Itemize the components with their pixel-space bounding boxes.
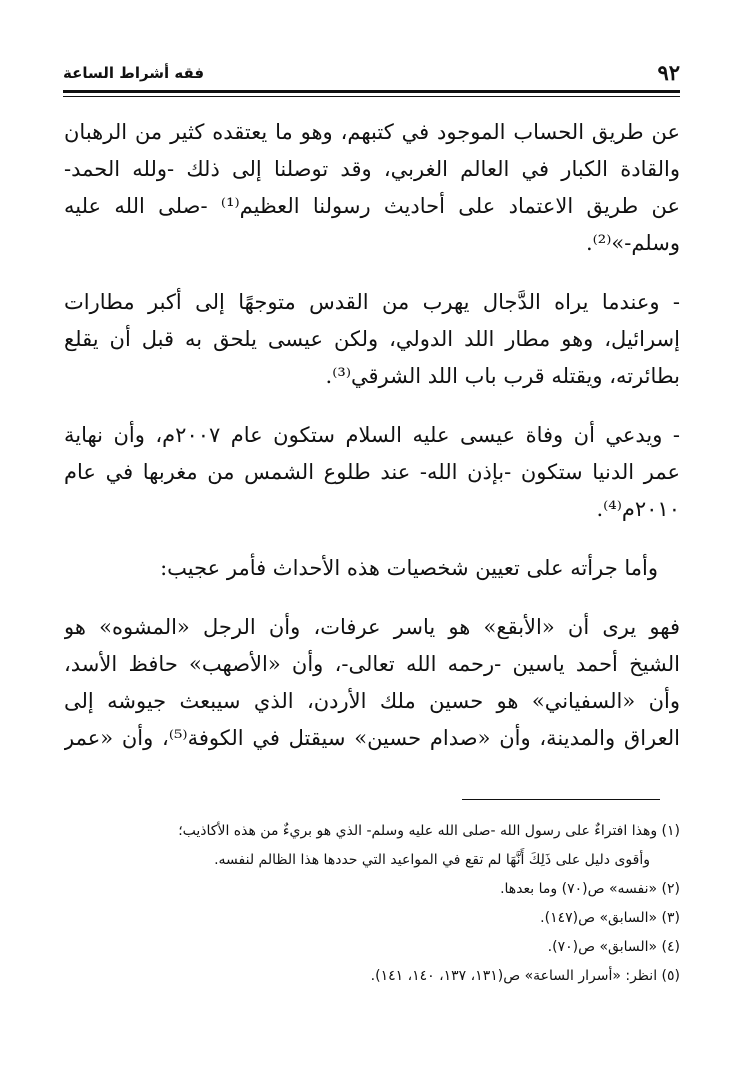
paragraph — [64, 417, 680, 528]
footnote: (٤) «السابق» ص(٧٠). — [547, 939, 680, 955]
footnote: (٥) انظر: «أسرار الساعة» ص(١٣١، ١٣٧، ١٤٠، ١٤١). — [370, 968, 680, 984]
footnotes — [60, 817, 680, 991]
header-rule-thick — [63, 90, 680, 93]
text-line: والقادة الكبار في العالم الغربي، وقد توصلنا إلى ذلك -ولله الحمد- — [64, 157, 680, 181]
text-line: الشيخ أحمد ياسين -رحمه الله تعالى-، وأن «الأصهب» حافظ الأسد، — [64, 652, 680, 676]
text-line: عن طريق الاعتماد على أحاديث رسولنا العظيم⁽¹⁾ -صلى الله عليه — [64, 194, 680, 218]
text-line: عمر الدنيا ستكون -بإذن الله- عند طلوع الشمس من مغربها في عام — [64, 460, 680, 484]
text-line: وأن «السفياني» هو حسين ملك الأردن، الذي سيبعث جيوشه إلى — [64, 689, 680, 713]
text-line: بطائرته، ويقتله قرب باب اللد الشرقي⁽³⁾. — [325, 364, 680, 388]
footnote: (٢) «نفسه» ص(٧٠) وما بعدها. — [500, 881, 680, 897]
page-header — [63, 60, 680, 86]
footnote: (٣) «السابق» ص(١٤٧). — [540, 910, 680, 926]
page-number: ٩٢ — [657, 60, 680, 85]
text-line: فهو يرى أن «الأبقع» هو ياسر عرفات، وأن الرجل «المشوه» هو — [64, 615, 680, 639]
header-rule-thin — [63, 96, 680, 97]
running-title: فقه أشراط الساعة — [63, 64, 205, 82]
text-line: - وعندما يراه الدَّجال يهرب من القدس متوجهًا إلى أكبر مطارات — [64, 290, 680, 314]
main-text — [64, 114, 680, 757]
text-line: إسرائيل، وهو مطار اللد الدولي، ولكن عيسى يلحق به قبل أن يقلع — [64, 327, 680, 351]
paragraph — [64, 114, 680, 262]
paragraph — [64, 550, 680, 587]
footnote: (١) وهذا افتراءٌ على رسول الله -صلى الله عليه وسلم- الذي هو بريءٌ من هذه الأكاذيب؛ — [178, 823, 680, 839]
paragraph — [64, 284, 680, 395]
text-line: العراق والمدينة، وأن «صدام حسين» سيقتل في الكوفة⁽⁵⁾، وأن «عمر — [64, 726, 680, 750]
footnote-separator — [462, 799, 660, 800]
text-line: عن طريق الحساب الموجود في كتبهم، وهو ما يعتقده كثير من الرهبان — [64, 120, 680, 144]
footnote-continuation: وأقوى دليل على ذَلِكَ أَنَّهَا لم تقع في المواعيد التي حددها هذا الظالم لنفسه. — [214, 852, 650, 868]
text-line: وأما جرأته على تعيين شخصيات هذه الأحداث فأمر عجيب: — [160, 556, 658, 580]
text-line: - ويدعي أن وفاة عيسى عليه السلام ستكون عام ٢٠٠٧م، وأن نهاية — [64, 423, 680, 447]
text-line: وسلم-»⁽²⁾. — [585, 231, 680, 255]
text-line: ٢٠١٠م⁽⁴⁾. — [596, 497, 680, 521]
paragraph — [64, 609, 680, 757]
